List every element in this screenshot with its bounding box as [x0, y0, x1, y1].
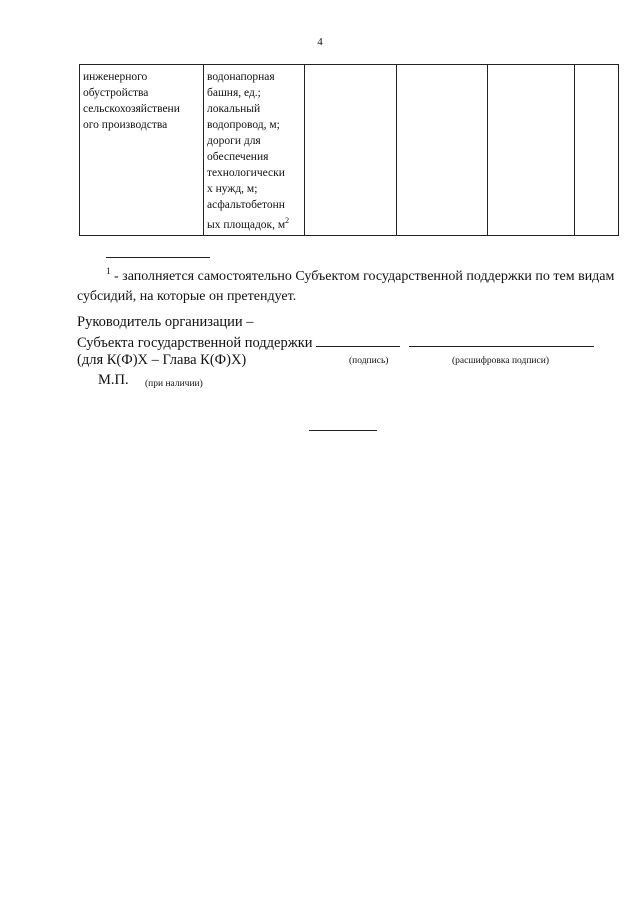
end-divider — [309, 430, 377, 431]
table-cell-purpose: инженерного обустройства сельскохозяйствени ого производства — [80, 65, 204, 236]
table-cell-empty-1 — [305, 65, 397, 236]
page-number: 4 — [317, 36, 323, 48]
table-row — [80, 65, 619, 236]
signature-decoding-caption: (расшифровка подписи) — [452, 356, 549, 366]
signature-blank — [316, 332, 400, 347]
signature-line-1: Руководитель организации – — [77, 314, 254, 330]
table-cell-units-text: водонапорная башня, ед.; локальный водопровод, м; дороги для обеспечения технологически х нужд, м; асфальтобетонн ых площадок, м — [207, 71, 286, 231]
stamp-note: (при наличии) — [145, 379, 203, 389]
signature-decoding-blank — [409, 332, 594, 347]
data-table — [79, 64, 619, 236]
table-cell-empty-3 — [488, 65, 575, 236]
signature-line-3: (для К(Ф)Х – Глава К(Ф)Х) — [77, 352, 247, 368]
table-cell-empty-4 — [575, 65, 619, 236]
footnote-text: - заполняется самостоятельно Субъектом государственной поддержки по тем видам субсидий, на которые он претендует. — [77, 269, 615, 304]
signature-caption: (подпись) — [349, 356, 389, 366]
units-superscript: 2 — [285, 216, 290, 225]
signature-line-2-text: Субъекта государственной поддержки — [77, 335, 317, 351]
footnote — [77, 261, 617, 307]
stamp-place: М.П. — [98, 372, 129, 388]
table-cell-empty-2 — [397, 65, 488, 236]
footnote-divider — [106, 257, 210, 258]
table-cell-units — [204, 65, 305, 236]
footnote-marker: 1 — [106, 266, 111, 276]
